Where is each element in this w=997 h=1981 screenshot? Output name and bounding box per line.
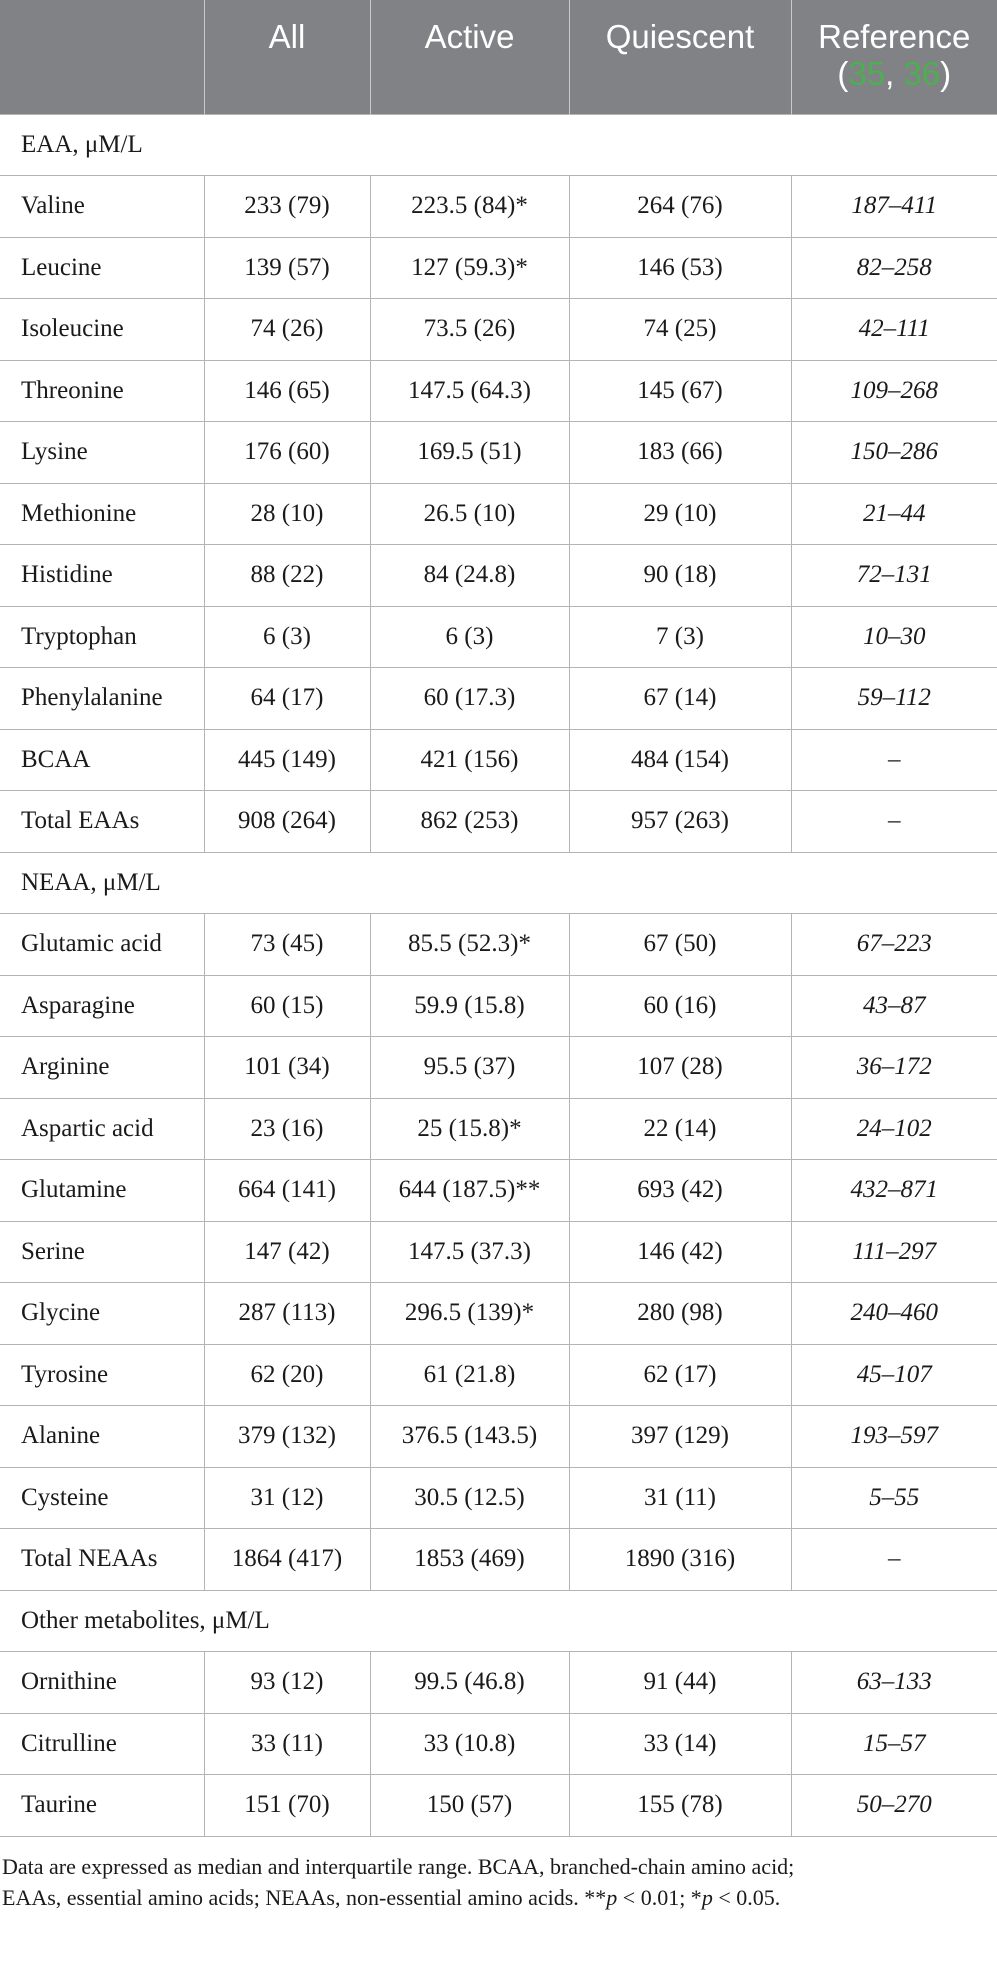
cell-reference: – — [791, 729, 997, 791]
header-quiescent: Quiescent — [569, 0, 791, 114]
cell-reference: – — [791, 1529, 997, 1591]
cell-quiescent: 264 (76) — [569, 176, 791, 238]
table-row — [0, 237, 997, 299]
table-row — [0, 422, 997, 484]
cell-active: 296.5 (139)* — [370, 1283, 569, 1345]
cell-quiescent: 1890 (316) — [569, 1529, 791, 1591]
cell-reference: 43–87 — [791, 975, 997, 1037]
table-row — [0, 1713, 997, 1775]
cell-reference: 15–57 — [791, 1713, 997, 1775]
header-reference-label: Reference — [818, 18, 971, 55]
cell-quiescent: 31 (11) — [569, 1467, 791, 1529]
section-title: Other metabolites, μM/L — [0, 1590, 997, 1652]
table-row — [0, 1283, 997, 1345]
cell-active: 127 (59.3)* — [370, 237, 569, 299]
ref-citation-35[interactable]: 35 — [848, 55, 886, 92]
footnote-p-symbol-2: p — [701, 1885, 713, 1910]
cell-all: 93 (12) — [204, 1652, 370, 1714]
cell-reference: 24–102 — [791, 1098, 997, 1160]
cell-active: 99.5 (46.8) — [370, 1652, 569, 1714]
footnote-line-2 — [2, 1882, 997, 1913]
cell-quiescent: 397 (129) — [569, 1406, 791, 1468]
cell-all: 176 (60) — [204, 422, 370, 484]
cell-all: 146 (65) — [204, 360, 370, 422]
ref-close: ) — [940, 55, 952, 92]
cell-active: 150 (57) — [370, 1775, 569, 1837]
cell-reference: 67–223 — [791, 914, 997, 976]
cell-reference: 193–597 — [791, 1406, 997, 1468]
cell-active: 169.5 (51) — [370, 422, 569, 484]
cell-all: 28 (10) — [204, 483, 370, 545]
cell-active: 60 (17.3) — [370, 668, 569, 730]
table-row — [0, 545, 997, 607]
table-body — [0, 114, 997, 1836]
cell-active: 26.5 (10) — [370, 483, 569, 545]
cell-reference: 21–44 — [791, 483, 997, 545]
section-title: EAA, μM/L — [0, 114, 997, 176]
cell-quiescent: 183 (66) — [569, 422, 791, 484]
cell-all: 1864 (417) — [204, 1529, 370, 1591]
cell-quiescent: 280 (98) — [569, 1283, 791, 1345]
table-row — [0, 1221, 997, 1283]
cell-quiescent: 145 (67) — [569, 360, 791, 422]
cell-active: 30.5 (12.5) — [370, 1467, 569, 1529]
cell-reference: 111–297 — [791, 1221, 997, 1283]
cell-reference: 50–270 — [791, 1775, 997, 1837]
cell-reference: 45–107 — [791, 1344, 997, 1406]
cell-name: Alanine — [0, 1406, 204, 1468]
ref-open: ( — [837, 55, 849, 92]
cell-quiescent: 67 (50) — [569, 914, 791, 976]
cell-name: Threonine — [0, 360, 204, 422]
cell-name: Phenylalanine — [0, 668, 204, 730]
table-row — [0, 299, 997, 361]
cell-all: 147 (42) — [204, 1221, 370, 1283]
table-row — [0, 729, 997, 791]
cell-quiescent: 146 (42) — [569, 1221, 791, 1283]
cell-all: 139 (57) — [204, 237, 370, 299]
section-row — [0, 114, 997, 176]
cell-active: 1853 (469) — [370, 1529, 569, 1591]
cell-quiescent: 29 (10) — [569, 483, 791, 545]
cell-name: Methionine — [0, 483, 204, 545]
cell-reference: 59–112 — [791, 668, 997, 730]
cell-name: Total NEAAs — [0, 1529, 204, 1591]
cell-active: 59.9 (15.8) — [370, 975, 569, 1037]
table-row — [0, 1406, 997, 1468]
cell-active: 862 (253) — [370, 791, 569, 853]
cell-name: Ornithine — [0, 1652, 204, 1714]
table-row — [0, 1467, 997, 1529]
cell-reference: 63–133 — [791, 1652, 997, 1714]
table-row — [0, 1098, 997, 1160]
cell-all: 64 (17) — [204, 668, 370, 730]
cell-active: 147.5 (64.3) — [370, 360, 569, 422]
cell-all: 908 (264) — [204, 791, 370, 853]
cell-reference: 42–111 — [791, 299, 997, 361]
cell-quiescent: 62 (17) — [569, 1344, 791, 1406]
cell-name: Taurine — [0, 1775, 204, 1837]
cell-active: 644 (187.5)** — [370, 1160, 569, 1222]
cell-quiescent: 484 (154) — [569, 729, 791, 791]
table-row — [0, 1652, 997, 1714]
cell-active: 95.5 (37) — [370, 1037, 569, 1099]
cell-all: 101 (34) — [204, 1037, 370, 1099]
cell-reference: 187–411 — [791, 176, 997, 238]
cell-quiescent: 957 (263) — [569, 791, 791, 853]
cell-quiescent: 74 (25) — [569, 299, 791, 361]
table-header — [0, 0, 997, 114]
cell-name: Glycine — [0, 1283, 204, 1345]
section-title: NEAA, μM/L — [0, 852, 997, 914]
cell-active: 147.5 (37.3) — [370, 1221, 569, 1283]
table-row — [0, 668, 997, 730]
table-row — [0, 1344, 997, 1406]
cell-active: 33 (10.8) — [370, 1713, 569, 1775]
footnote-line-2-text: EAAs, essential amino acids; NEAAs, non-essential amino acids. ** — [2, 1885, 607, 1910]
header-all: All — [204, 0, 370, 114]
cell-active: 85.5 (52.3)* — [370, 914, 569, 976]
cell-name: BCAA — [0, 729, 204, 791]
cell-all: 73 (45) — [204, 914, 370, 976]
cell-name: Citrulline — [0, 1713, 204, 1775]
cell-reference: 240–460 — [791, 1283, 997, 1345]
cell-active: 376.5 (143.5) — [370, 1406, 569, 1468]
table-footnote — [0, 1851, 997, 1913]
cell-name: Tryptophan — [0, 606, 204, 668]
table-row — [0, 1160, 997, 1222]
cell-all: 62 (20) — [204, 1344, 370, 1406]
cell-quiescent: 90 (18) — [569, 545, 791, 607]
header-active: Active — [370, 0, 569, 114]
cell-quiescent: 107 (28) — [569, 1037, 791, 1099]
footnote-p05: < 0.05. — [712, 1885, 781, 1910]
cell-name: Leucine — [0, 237, 204, 299]
cell-active: 25 (15.8)* — [370, 1098, 569, 1160]
footnote-p01: < 0.01; * — [617, 1885, 702, 1910]
table-row — [0, 606, 997, 668]
cell-all: 88 (22) — [204, 545, 370, 607]
header-name — [0, 0, 204, 114]
table-row — [0, 914, 997, 976]
cell-reference: 72–131 — [791, 545, 997, 607]
cell-all: 6 (3) — [204, 606, 370, 668]
cell-name: Isoleucine — [0, 299, 204, 361]
cell-name: Glutamine — [0, 1160, 204, 1222]
cell-all: 74 (26) — [204, 299, 370, 361]
cell-quiescent: 60 (16) — [569, 975, 791, 1037]
cell-all: 151 (70) — [204, 1775, 370, 1837]
section-row — [0, 852, 997, 914]
table-row — [0, 483, 997, 545]
cell-all: 445 (149) — [204, 729, 370, 791]
cell-quiescent: 155 (78) — [569, 1775, 791, 1837]
table-row — [0, 1529, 997, 1591]
cell-reference: 150–286 — [791, 422, 997, 484]
cell-active: 84 (24.8) — [370, 545, 569, 607]
cell-active: 6 (3) — [370, 606, 569, 668]
cell-quiescent: 33 (14) — [569, 1713, 791, 1775]
cell-quiescent: 91 (44) — [569, 1652, 791, 1714]
footnote-line-1: Data are expressed as median and interquartile range. BCAA, branched-chain amino acid; — [2, 1854, 795, 1879]
table-row — [0, 791, 997, 853]
table-row — [0, 975, 997, 1037]
cell-all: 233 (79) — [204, 176, 370, 238]
cell-name: Histidine — [0, 545, 204, 607]
cell-active: 223.5 (84)* — [370, 176, 569, 238]
ref-citation-36[interactable]: 36 — [903, 55, 941, 92]
cell-reference: 36–172 — [791, 1037, 997, 1099]
cell-all: 60 (15) — [204, 975, 370, 1037]
cell-reference: 109–268 — [791, 360, 997, 422]
cell-name: Total EAAs — [0, 791, 204, 853]
cell-quiescent: 146 (53) — [569, 237, 791, 299]
cell-reference: 432–871 — [791, 1160, 997, 1222]
table-row — [0, 360, 997, 422]
table-row — [0, 1775, 997, 1837]
cell-quiescent: 22 (14) — [569, 1098, 791, 1160]
cell-all: 31 (12) — [204, 1467, 370, 1529]
cell-reference: – — [791, 791, 997, 853]
cell-name: Lysine — [0, 422, 204, 484]
cell-active: 61 (21.8) — [370, 1344, 569, 1406]
cell-name: Tyrosine — [0, 1344, 204, 1406]
cell-all: 23 (16) — [204, 1098, 370, 1160]
cell-quiescent: 693 (42) — [569, 1160, 791, 1222]
cell-active: 73.5 (26) — [370, 299, 569, 361]
cell-all: 287 (113) — [204, 1283, 370, 1345]
cell-reference: 5–55 — [791, 1467, 997, 1529]
cell-name: Glutamic acid — [0, 914, 204, 976]
table-row — [0, 1037, 997, 1099]
cell-reference: 10–30 — [791, 606, 997, 668]
cell-all: 33 (11) — [204, 1713, 370, 1775]
cell-all: 664 (141) — [204, 1160, 370, 1222]
cell-all: 379 (132) — [204, 1406, 370, 1468]
cell-name: Valine — [0, 176, 204, 238]
cell-name: Serine — [0, 1221, 204, 1283]
ref-separator: , — [885, 55, 904, 92]
cell-reference: 82–258 — [791, 237, 997, 299]
cell-name: Cysteine — [0, 1467, 204, 1529]
cell-active: 421 (156) — [370, 729, 569, 791]
header-row — [0, 0, 997, 114]
cell-quiescent: 67 (14) — [569, 668, 791, 730]
section-row — [0, 1590, 997, 1652]
cell-name: Aspartic acid — [0, 1098, 204, 1160]
cell-quiescent: 7 (3) — [569, 606, 791, 668]
table-row — [0, 176, 997, 238]
footnote-p-symbol-1: p — [606, 1885, 618, 1910]
cell-name: Asparagine — [0, 975, 204, 1037]
cell-name: Arginine — [0, 1037, 204, 1099]
header-reference — [791, 0, 997, 114]
